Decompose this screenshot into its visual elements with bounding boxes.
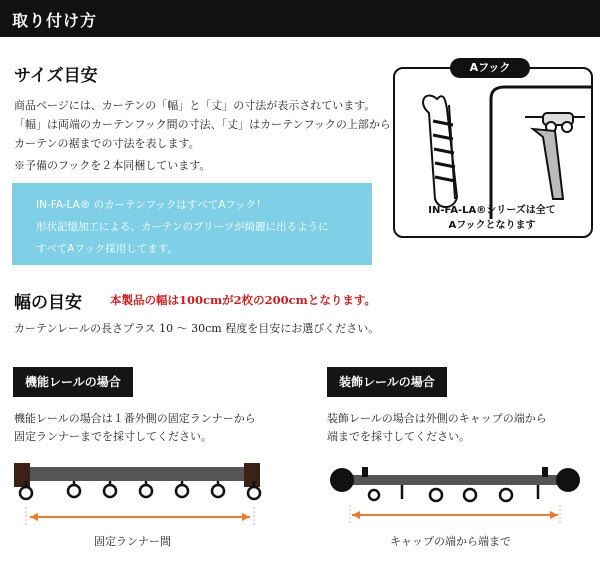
size-section-title: サイズ目安: [14, 66, 98, 86]
hook-label: Aフック: [450, 58, 530, 78]
info-box: [12, 183, 372, 265]
section-header: [0, 0, 600, 37]
ring-icon: [20, 487, 32, 499]
ring-icon: [104, 485, 116, 497]
info-line-2: 形状記憶加工による、カーテンのプリーツが綺麗に出るように: [36, 221, 329, 233]
width-note: 本製品の幅は100cmが2枚の200cmとなります。: [110, 293, 376, 307]
functional-line-1: 機能レールの場合は１番外側の固定ランナーから: [14, 412, 256, 425]
functional-caption: 固定ランナー間: [94, 535, 171, 548]
width-desc: カーテンレールの長さプラス 10 〜 30cm 程度を目安にお選びください。: [14, 322, 380, 335]
decorative-rail-tag: 装飾レールの場合: [327, 367, 447, 397]
size-line-3: カーテンの裾までの寸法を表します。: [14, 137, 200, 150]
left-bracket: [14, 463, 30, 487]
functional-line-2: 固定ランナーまでを採寸してください。: [14, 430, 212, 443]
ring-icon: [369, 490, 379, 500]
left-cap-icon: [330, 468, 354, 492]
ring-icon: [176, 485, 188, 497]
rail-bar: [350, 475, 560, 485]
ring-icon: [464, 489, 476, 501]
size-line-1: 商品ページには、カーテンの「幅」と「丈」の寸法が表示されています。: [14, 99, 376, 112]
size-note: ※予備のフックを２本同梱しています。: [14, 159, 211, 172]
decorative-caption: キャップの端から端まで: [390, 535, 511, 548]
right-cap-icon: [556, 468, 580, 492]
info-line-3: すべてAフック採用してます。: [36, 243, 178, 255]
width-section-title: 幅の目安: [14, 293, 82, 313]
ring-icon: [212, 485, 224, 497]
header-title: 取り付け方: [12, 11, 98, 30]
ring-icon: [68, 485, 80, 497]
ring-icon: [500, 489, 512, 501]
hook-caption-1: IN-FA-LA®シリーズは全て: [428, 205, 556, 216]
decorative-line-2: 端までを採寸してください。: [327, 430, 470, 443]
ring-icon: [140, 485, 152, 497]
decorative-line-1: 装飾レールの場合は外側のキャップの端から: [327, 412, 547, 425]
ring-icon: [248, 487, 260, 499]
functional-rail-diagram: [0, 455, 300, 535]
right-bracket: [244, 463, 260, 487]
ring-icon: [430, 489, 442, 501]
size-line-2: 「幅」は両端のカーテンフック間の寸法、「丈」はカーテンフックの上部から: [14, 118, 391, 131]
info-line-1: IN-FA-LA® のカーテンフックはすべてAフック！: [36, 199, 267, 211]
functional-rail-tag: 機能レールの場合: [13, 367, 133, 397]
decorative-rail-diagram: [310, 455, 600, 535]
rail-bar: [30, 467, 244, 481]
hook-caption-2: Aフックとなります: [448, 220, 536, 231]
